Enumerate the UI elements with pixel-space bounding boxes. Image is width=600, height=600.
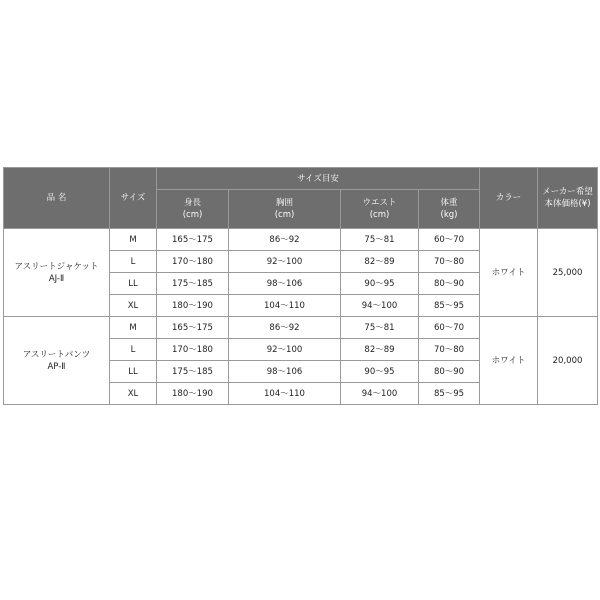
size-chart-table: [3, 167, 598, 405]
size-cell: L: [110, 251, 157, 273]
header-size: サイズ: [110, 168, 157, 229]
waist-cell: 94～100: [341, 383, 419, 405]
weight-cell: 70～80: [419, 339, 480, 361]
table-row: [4, 317, 598, 339]
height-cell: 175～185: [157, 273, 229, 295]
weight-cell: 60～70: [419, 229, 480, 251]
header-product-name: 品 名: [4, 168, 110, 229]
header-height-unit: (cm): [182, 210, 203, 220]
header-weight-unit: (kg): [440, 210, 458, 220]
chest-cell: 92～100: [229, 251, 341, 273]
size-cell: LL: [110, 361, 157, 383]
size-cell: L: [110, 339, 157, 361]
size-cell: XL: [110, 383, 157, 405]
height-cell: 170～180: [157, 251, 229, 273]
chest-cell: 98～106: [229, 273, 341, 295]
color-cell-pants: ホワイト: [480, 317, 538, 405]
height-cell: 165～175: [157, 317, 229, 339]
weight-cell: 70～80: [419, 251, 480, 273]
header-size-guide: サイズ目安: [157, 168, 480, 190]
header-chest: [229, 190, 341, 229]
chest-cell: 86～92: [229, 229, 341, 251]
header-chest-label: 胸囲: [275, 198, 293, 208]
chest-cell: 86～92: [229, 317, 341, 339]
weight-cell: 80～90: [419, 273, 480, 295]
height-cell: 175～185: [157, 361, 229, 383]
header-price-line1: メーカー希望: [542, 187, 593, 197]
height-cell: 180～190: [157, 295, 229, 317]
product-name-pants-line1: アスリートパンツ: [22, 349, 91, 360]
table-row: [4, 229, 598, 251]
waist-cell: 75～81: [341, 229, 419, 251]
size-cell: LL: [110, 273, 157, 295]
price-cell-jacket: 25,000: [538, 229, 598, 317]
header-weight-label: 体重: [440, 198, 458, 208]
waist-cell: 90～95: [341, 273, 419, 295]
header-color: カラー: [480, 168, 538, 229]
header-waist: [341, 190, 419, 229]
product-name-jacket-line1: アスリートジャケット: [14, 261, 99, 272]
header-waist-label: ウエスト: [362, 198, 397, 208]
product-name-pants: [4, 317, 110, 405]
height-cell: 165～175: [157, 229, 229, 251]
chest-cell: 92～100: [229, 339, 341, 361]
weight-cell: 60～70: [419, 317, 480, 339]
weight-cell: 85～95: [419, 295, 480, 317]
waist-cell: 75～81: [341, 317, 419, 339]
product-name-jacket-line2: AJ-Ⅱ: [48, 273, 65, 284]
size-cell: M: [110, 229, 157, 251]
header-weight: [419, 190, 480, 229]
chest-cell: 98～106: [229, 361, 341, 383]
height-cell: 170～180: [157, 339, 229, 361]
header-price: [538, 168, 598, 229]
header-price-line2: 本体価格(¥): [544, 199, 591, 209]
product-name-jacket: [4, 229, 110, 317]
chest-cell: 104～110: [229, 383, 341, 405]
price-cell-pants: 20,000: [538, 317, 598, 405]
size-cell: M: [110, 317, 157, 339]
product-name-pants-line2: AP-Ⅱ: [47, 361, 66, 372]
header-chest-unit: (cm): [274, 210, 295, 220]
color-cell-jacket: ホワイト: [480, 229, 538, 317]
chest-cell: 104～110: [229, 295, 341, 317]
waist-cell: 82～89: [341, 339, 419, 361]
header-height-label: 身長: [183, 198, 201, 208]
header-height: [157, 190, 229, 229]
header-waist-unit: (cm): [369, 210, 390, 220]
weight-cell: 80～90: [419, 361, 480, 383]
size-cell: XL: [110, 295, 157, 317]
waist-cell: 82～89: [341, 251, 419, 273]
waist-cell: 94～100: [341, 295, 419, 317]
waist-cell: 90～95: [341, 361, 419, 383]
height-cell: 180～190: [157, 383, 229, 405]
weight-cell: 85～95: [419, 383, 480, 405]
